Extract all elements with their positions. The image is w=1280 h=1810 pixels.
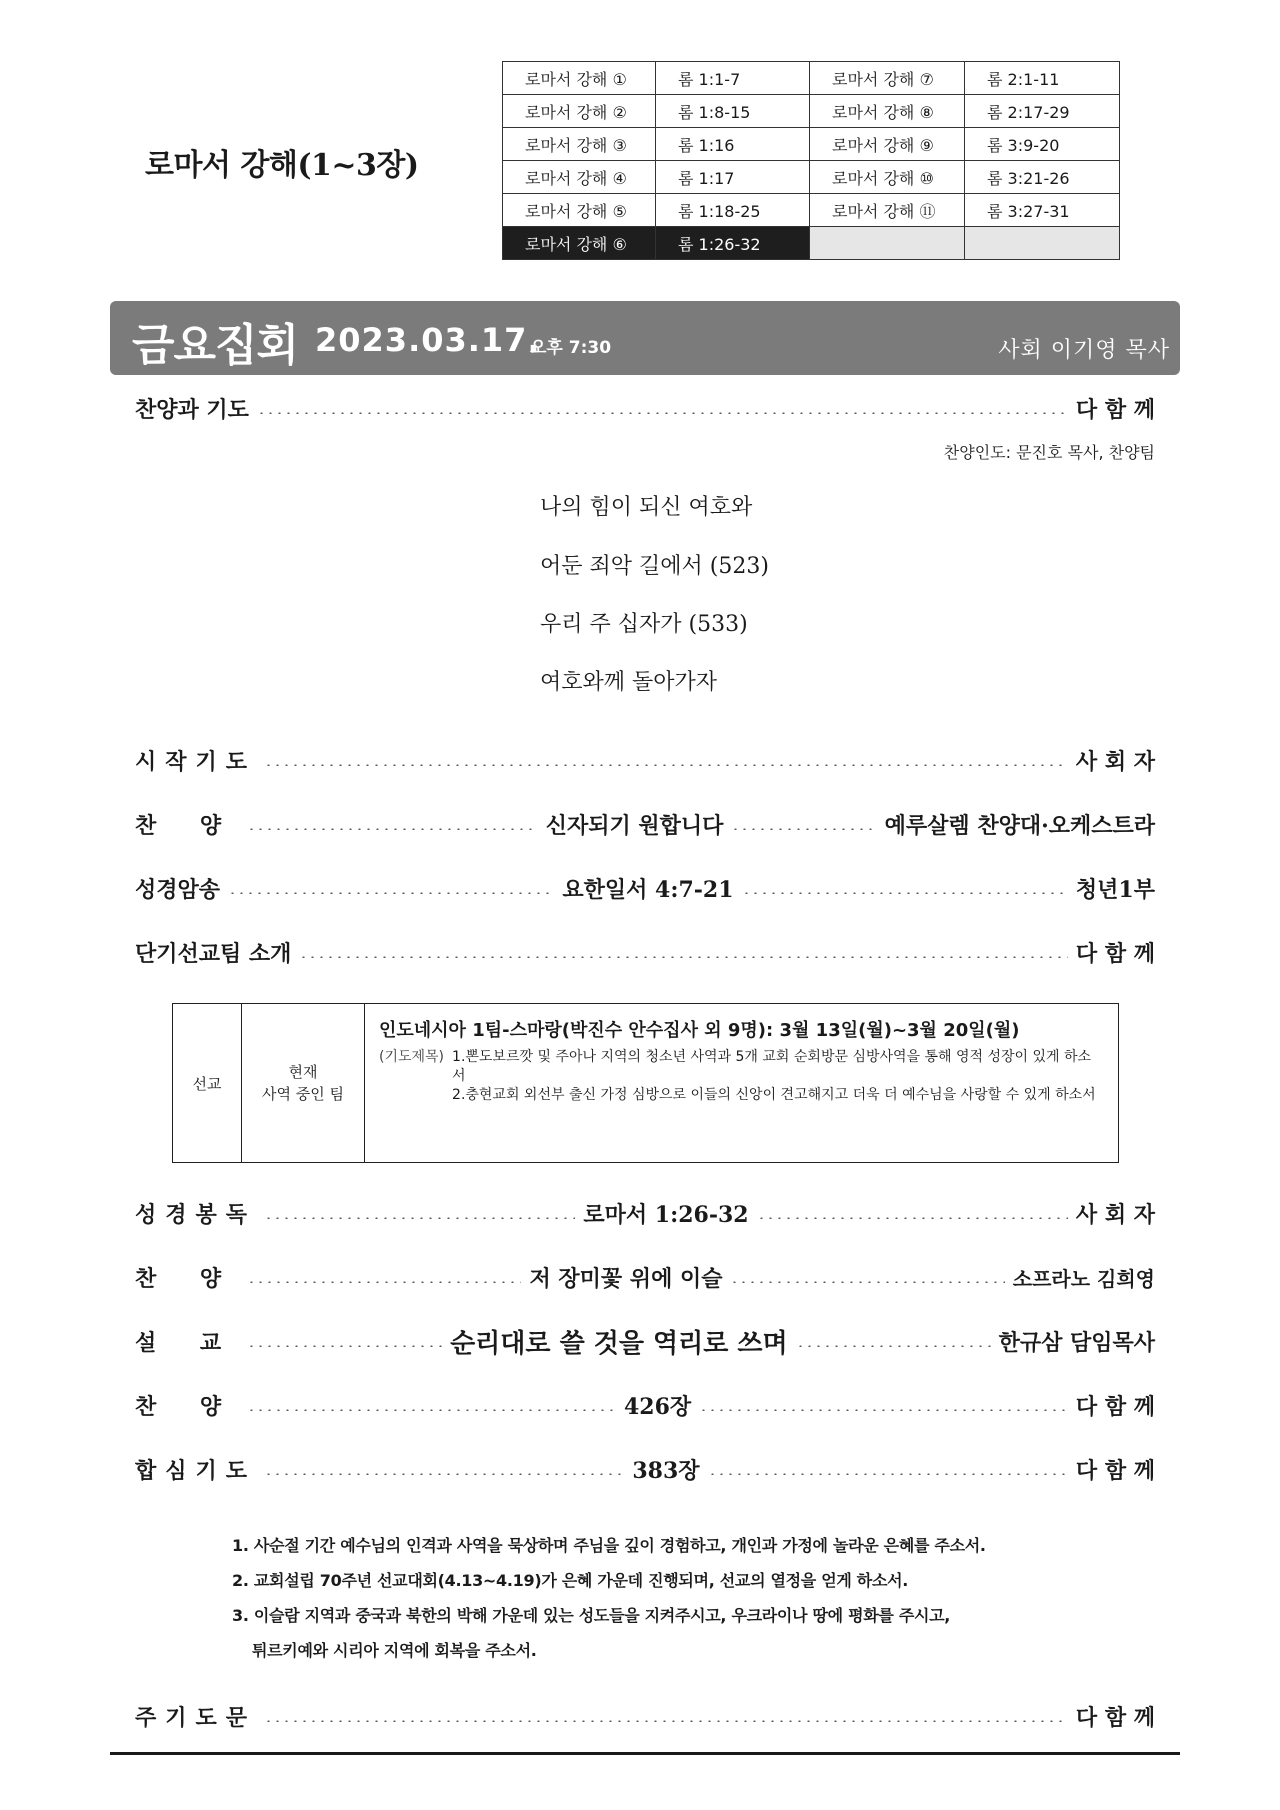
- prayer-topic: 3. 이슬람 지역과 중국과 북한의 박해 가운데 있는 성도들을 지켜주시고, 우크라이나 땅에 평화를 주시고,: [232, 1606, 951, 1625]
- order-content: 신자되기 원합니다: [545, 812, 724, 839]
- order-content: 426장: [623, 1393, 692, 1420]
- prayer-request-item: 2.충현교회 외선부 출신 가정 심방으로 이들의 신앙이 견고해지고 더욱 더 예수님을 사랑할 수 있게 하소서: [452, 1087, 1096, 1103]
- leader-dots: [247, 1281, 521, 1283]
- song-title: 나의 힘이 되신 여호와: [540, 495, 753, 520]
- series-lecture-cell: 로마서 강해 ⑩: [810, 161, 965, 194]
- order-item-sermon: [135, 1323, 1155, 1359]
- order-content: 요한일서 4:7-21: [562, 876, 734, 903]
- mission-prayer-requests: [379, 1048, 1104, 1105]
- leader-dots: [796, 1345, 991, 1347]
- series-passage-cell: 롬 1:18-25: [656, 194, 810, 227]
- order-label: 주기도문: [135, 1704, 257, 1731]
- mission-status: [242, 1004, 365, 1162]
- mission-details: [365, 1004, 1118, 1162]
- leader-dots: [228, 892, 554, 894]
- song-title: 여호와께 돌아가자: [540, 670, 718, 695]
- leader-dots: [264, 1217, 575, 1219]
- series-row: [503, 161, 1120, 194]
- leader-dots: [264, 764, 1068, 766]
- leader-dots: [742, 892, 1068, 894]
- prayer-topic: 2. 교회설립 70주년 선교대회(4.13~4.19)가 은혜 가운데 진행되며, 선교의 열정을 얻게 하소서.: [232, 1571, 909, 1590]
- mission-headline: 인도네시아 1팀-스마랑(박진수 안수집사 외 9명): 3월 13일(월)~3월 20일(월): [379, 1020, 1020, 1041]
- order-item-hymn-3: [135, 1387, 1155, 1423]
- series-lecture-cell: 로마서 강해 ⑪: [810, 194, 965, 227]
- series-passage-cell: 롬 3:9-20: [965, 128, 1120, 161]
- series-lecture-cell: 로마서 강해 ③: [503, 128, 656, 161]
- sermon-title: 순리대로 쓸 것을 역리로 쓰며: [450, 1328, 788, 1359]
- series-passage-cell: [965, 227, 1120, 260]
- series-lecture-cell: 로마서 강해 ④: [503, 161, 656, 194]
- service-title: 금요집회: [132, 320, 299, 371]
- order-leader: 사 회 자: [1075, 748, 1155, 775]
- series-passage-cell: 롬 1:16: [656, 128, 810, 161]
- mission-team-box: [172, 1003, 1119, 1163]
- order-label: 합심기도: [135, 1457, 257, 1484]
- series-lecture-cell: [810, 227, 965, 260]
- order-item-lords-prayer: [135, 1698, 1155, 1734]
- order-item-hymn-2: [135, 1259, 1155, 1295]
- song-title: 어둔 죄악 길에서 (523): [540, 554, 769, 579]
- series-row: [503, 227, 1120, 260]
- prayer-topic: 튀르키예와 시리아 지역에 회복을 주소서.: [252, 1641, 537, 1660]
- order-item-hymn-1: [135, 806, 1155, 842]
- order-content: 저 장미꽃 위에 이슬: [529, 1265, 723, 1292]
- order-leader: 소프라노 김희영: [1012, 1266, 1155, 1291]
- service-leader: 사회 이기영 목사: [998, 338, 1170, 363]
- series-schedule-table: [502, 61, 1120, 260]
- order-label: 찬양과 기도: [135, 396, 249, 423]
- leader-dots: [247, 1409, 616, 1411]
- series-passage-cell: 롬 3:27-31: [965, 194, 1120, 227]
- series-passage-cell: 롬 1:17: [656, 161, 810, 194]
- series-lecture-cell: 로마서 강해 ②: [503, 95, 656, 128]
- series-lecture-cell: 로마서 강해 ⑤: [503, 194, 656, 227]
- leader-dots: [264, 1720, 1068, 1722]
- order-label: 성경암송: [135, 876, 221, 903]
- order-leader: 사 회 자: [1075, 1201, 1155, 1228]
- order-item-memory-verse: [135, 870, 1155, 906]
- mission-status-line: 현재: [288, 1063, 318, 1081]
- order-content: 383장: [632, 1457, 700, 1484]
- series-passage-cell: 롬 2:17-29: [965, 95, 1120, 128]
- order-leader: 다 함 께: [1075, 940, 1155, 967]
- service-date: 2023.03.17.: [315, 321, 541, 359]
- order-label: 설 교: [135, 1329, 240, 1356]
- leader-dots: [299, 956, 1067, 958]
- series-passage-cell: 롬 1:8-15: [656, 95, 810, 128]
- order-label: 성경봉독: [135, 1201, 257, 1228]
- leader-dots: [757, 1217, 1068, 1219]
- order-item-opening-prayer: [135, 742, 1155, 778]
- order-item-mission-intro: [135, 934, 1155, 970]
- song-title: 우리 주 십자가 (533): [540, 612, 748, 637]
- order-label: 찬 양: [135, 1265, 240, 1292]
- series-passage-cell: 롬 3:21-26: [965, 161, 1120, 194]
- order-leader: 다 함 께: [1075, 1704, 1155, 1731]
- leader-dots: [708, 1473, 1068, 1475]
- series-title: 로마서 강해(1~3장): [145, 148, 419, 183]
- series-lecture-cell: 로마서 강해 ⑥: [503, 227, 656, 260]
- order-item-scripture-reading: [135, 1195, 1155, 1231]
- order-label: 찬 양: [135, 1393, 240, 1420]
- service-banner: [110, 301, 1180, 375]
- series-passage-cell: 롬 2:1-11: [965, 62, 1120, 95]
- order-item-unison-prayer: [135, 1451, 1155, 1487]
- leader-dots: [699, 1409, 1068, 1411]
- order-label: 단기선교팀 소개: [135, 940, 292, 967]
- series-lecture-cell: 로마서 강해 ⑧: [810, 95, 965, 128]
- leader-dots: [730, 1281, 1004, 1283]
- order-leader: 청년1부: [1075, 876, 1155, 903]
- praise-leader-note: 찬양인도: 문진호 목사, 찬양팀: [943, 443, 1155, 462]
- leader-dots: [264, 1473, 624, 1475]
- series-row: [503, 194, 1120, 227]
- series-row: [503, 128, 1120, 161]
- prayer-topic: 1. 사순절 기간 예수님의 인격과 사역을 묵상하며 주님을 깊이 경험하고, 개인과 가정에 놀라운 은혜를 주소서.: [232, 1536, 986, 1555]
- series-row: [503, 62, 1120, 95]
- prayer-request-tag: (기도제목): [379, 1049, 445, 1065]
- series-passage-cell: 롬 1:1-7: [656, 62, 810, 95]
- leader-dots: [247, 1345, 442, 1347]
- leader-dots: [731, 828, 876, 830]
- order-leader: 다 함 께: [1075, 1457, 1155, 1484]
- mission-status-line: 사역 중인 팀: [262, 1085, 344, 1103]
- order-label: 찬 양: [135, 812, 240, 839]
- order-item-praise: [135, 390, 1155, 426]
- series-passage-cell: 롬 1:26-32: [656, 227, 810, 260]
- order-leader: 다 함 께: [1075, 1393, 1155, 1420]
- leader-dots: [247, 828, 538, 830]
- series-lecture-cell: 로마서 강해 ①: [503, 62, 656, 95]
- series-row: [503, 95, 1120, 128]
- order-leader: 한규삼 담임목사: [998, 1329, 1155, 1356]
- order-leader: 예루살렘 찬양대·오케스트라: [884, 812, 1155, 839]
- bottom-divider: [110, 1752, 1180, 1755]
- order-label: 시작기도: [135, 748, 257, 775]
- order-content: 로마서 1:26-32: [583, 1201, 749, 1228]
- service-time: 오후 7:30: [530, 338, 612, 358]
- series-lecture-cell: 로마서 강해 ⑨: [810, 128, 965, 161]
- series-lecture-cell: 로마서 강해 ⑦: [810, 62, 965, 95]
- mission-category: 선교: [173, 1004, 242, 1162]
- order-leader: 다 함 께: [1075, 396, 1155, 423]
- prayer-request-item: 1.뽄도보르깟 및 주아나 지역의 청소년 사역과 5개 교회 순회방문 심방사역을 통해 영적 성장이 있게 하소서: [452, 1049, 1092, 1084]
- leader-dots: [257, 412, 1068, 414]
